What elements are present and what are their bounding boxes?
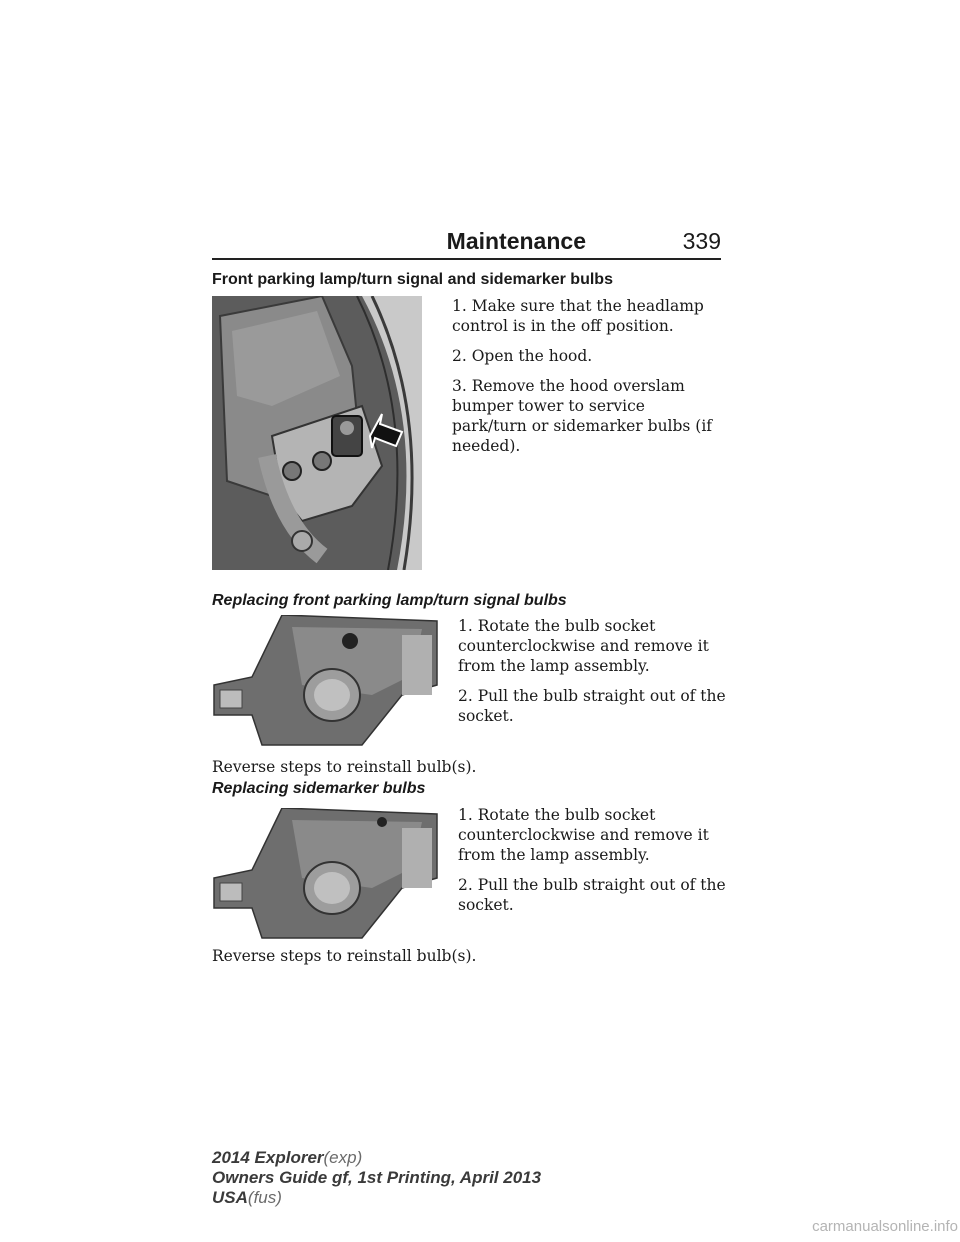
footer-market-code: (fus) (247, 1188, 282, 1207)
step-1: 1. Make sure that the headlamp control is in the off position. (452, 297, 704, 335)
figure-engine-bay (212, 296, 422, 570)
footer-line-1 (212, 1148, 541, 1168)
figure-lamp-assembly-2 (212, 808, 448, 940)
page-number: 339 (682, 228, 721, 254)
steps-replacing-front (458, 616, 728, 736)
step-1: 1. Rotate the bulb socket counterclockwise and remove it from the lamp assembly. (458, 806, 709, 864)
footer-line-2: Owners Guide gf, 1st Printing, April 2013 (212, 1168, 542, 1187)
reinstall-note-1: Reverse steps to reinstall bulb(s). (212, 758, 477, 776)
footer-model: 2014 Explorer (212, 1148, 324, 1167)
section-title: Maintenance (446, 228, 586, 254)
heading-replacing-sidemarker: Replacing sidemarker bulbs (212, 780, 426, 797)
footer-market: USA (212, 1188, 248, 1207)
footer-line-3 (212, 1188, 541, 1208)
steps-front-parking (452, 296, 722, 466)
step-3: 3. Remove the hood overslam bumper tower to service park/turn or sidemarker bulbs (if needed). (452, 377, 713, 455)
figure-lamp-assembly-1 (212, 615, 448, 747)
watermark-text: carmanualsonline.info (812, 1218, 958, 1235)
step-1: 1. Rotate the bulb socket counterclockwise and remove it from the lamp assembly. (458, 617, 709, 675)
heading-front-parking: Front parking lamp/turn signal and sidemarker bulbs (212, 271, 613, 288)
document-footer (212, 1148, 541, 1208)
heading-replacing-front: Replacing front parking lamp/turn signal bulbs (212, 592, 567, 609)
step-2: 2. Pull the bulb straight out of the socket. (458, 687, 726, 725)
footer-model-code: (exp) (323, 1148, 363, 1167)
step-2: 2. Open the hood. (452, 347, 593, 365)
steps-replacing-sidemarker (458, 805, 728, 925)
header-divider (212, 258, 721, 260)
reinstall-note-2: Reverse steps to reinstall bulb(s). (212, 947, 477, 965)
step-2: 2. Pull the bulb straight out of the socket. (458, 876, 726, 914)
